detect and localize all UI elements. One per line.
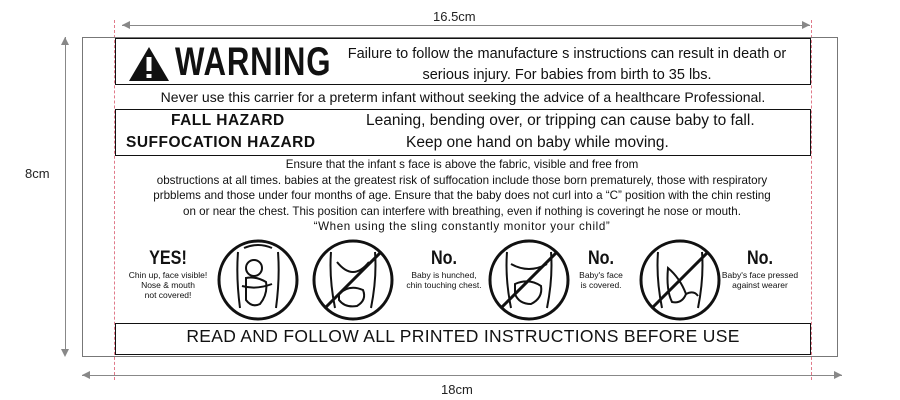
warning-text (332, 44, 802, 86)
preterm-notice: Never use this carrier for a preterm infant without seeking the advice of a healthcare Professional. (160, 89, 766, 105)
figure-sub: is covered. (580, 280, 622, 290)
figure-sub: Chin up, face visible! (128, 270, 208, 280)
instruction-line: “When using the sling constantly monitor your child” (313, 220, 611, 234)
height-label: 8cm (25, 166, 50, 181)
figure-sub: Nose & mouth (141, 280, 195, 290)
bottom-instruction: READ AND FOLLOW ALL PRINTED INSTRUCTIONS BEFORE USE (186, 326, 740, 346)
instructions-paragraph (112, 157, 812, 235)
figure-sub: chin touching chest. (406, 280, 482, 290)
instruction-line: Ensure that the infant s face is above the fabric, visible and free from (285, 158, 639, 171)
figure-caption-covered (571, 248, 631, 290)
figure-sub: Baby is hunched, (411, 270, 477, 280)
warning-title: WARNING (175, 40, 332, 84)
warning-text-line: Failure to follow the manufacture s instructions can result in death or (347, 46, 787, 62)
figure-caption-pressed (720, 248, 800, 290)
arrow-right-icon (802, 21, 810, 29)
baby-correct-position-icon (216, 238, 300, 322)
figure-head: No. (746, 248, 774, 269)
arrow-right-icon (834, 371, 842, 379)
instruction-line: on or near the chest. This position can interfere with breathing, even if nothing is coveringt he nose or mouth. (183, 204, 741, 218)
figure-caption-yes (124, 248, 212, 300)
suffocation-hazard-label: SUFFOCATION HAZARD (126, 134, 316, 151)
figure-sub: against wearer (732, 280, 788, 290)
warning-triangle-icon (128, 46, 170, 82)
fall-hazard-text: Leaning, bending over, or tripping can cause baby to fall. (366, 112, 755, 129)
figure-sub: Baby's face pressed (721, 270, 799, 280)
dimension-line (82, 375, 842, 376)
baby-face-covered-icon (487, 238, 571, 322)
baby-hunched-icon (311, 238, 395, 322)
warning-text-line: serious injury. For babies from birth to 35 lbs. (422, 67, 712, 83)
instruction-line: obstructions at all times. babies at the greatest risk of suffocation include those born prematurely, those with respiratory (156, 173, 768, 187)
figure-sub: not covered! (144, 290, 192, 300)
arrow-down-icon (61, 349, 69, 357)
figure-head: No. (430, 248, 458, 269)
dimension-line (65, 37, 66, 355)
figure-caption-hunched (398, 248, 490, 290)
figure-sub: Baby's face (579, 270, 623, 280)
dimension-line (122, 25, 810, 26)
fall-hazard-label: FALL HAZARD (171, 112, 285, 129)
figure-head: No. (587, 248, 615, 269)
baby-face-pressed-icon (638, 238, 722, 322)
bottom-width-label: 18cm (441, 382, 473, 397)
instruction-line: prbblems and those under four months of age. Ensure that the baby does not curl into a “C” position with the chin resting (153, 189, 771, 203)
figure-head: YES! (149, 248, 187, 269)
suffocation-hazard-text: Keep one hand on baby while moving. (406, 134, 669, 151)
top-width-label: 16.5cm (433, 9, 476, 24)
